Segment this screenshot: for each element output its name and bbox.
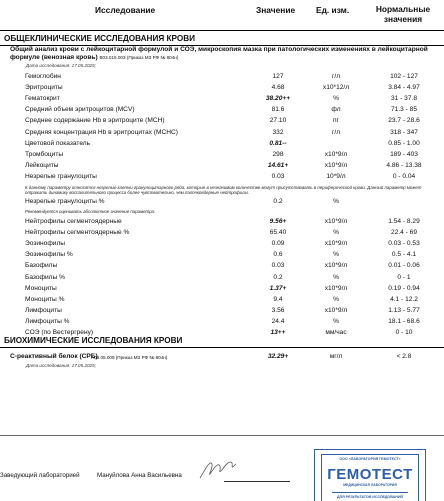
test-name: Моноциты % [25,295,65,303]
test-unit: % [333,229,339,237]
test-unit: x10*9/л [324,240,348,248]
signature-line [224,481,290,482]
test-name: Тромбоциты [25,150,64,158]
test-name: Среднее содержание Hb в эритроците (MCH) [25,117,165,125]
test-name: Лейкоциты [25,161,59,169]
test-value: 9.4 [273,295,283,303]
test-norm: 71.3 - 85 [390,106,418,114]
section-title: ОБЩЕКЛИНИЧЕСКИЕ ИССЛЕДОВАНИЯ КРОВИ [4,34,196,43]
table-row [0,239,444,249]
test-norm: 0.5 - 4.1 [391,251,417,259]
stamp-results: ДЛЯ РЕЗУЛЬТАТОВ ИССЛЕДОВАНИЙ [336,495,404,499]
test-unit: фл [331,106,341,114]
test-value: 65.40 [269,229,287,237]
signer-name: Мануйлова Анна Васильевна [97,472,182,479]
test-norm: 0.01 - 0.06 [388,262,420,270]
table-row [0,295,444,305]
column-header-test: Исследование [95,5,156,15]
table-row [0,273,444,283]
test-norm: < 2.8 [396,353,412,360]
table-row [0,94,444,104]
test-value: 332 [272,128,284,136]
test-value: 0.03 [271,172,285,180]
panel-subtitle: Общий анализ крови с лейкоцитарной формулой и СОЭ, микроскопия мазка при патологических изменениях в лейкоцитарной формуле (венозная кровь) [10,46,428,61]
test-norm: 0 - 1 [397,273,411,281]
test-unit: пг [333,117,339,125]
test-name: Незрелые гранулоциты % [25,198,105,205]
test-name: Гематокрит [25,95,60,103]
panel-title [10,46,440,62]
table-row [0,284,444,294]
table-row [0,197,444,207]
test-norm: 1.54 - 8.29 [388,218,420,225]
lab-stamp [314,449,426,501]
table-row [0,72,444,82]
table-row-crp [0,352,444,362]
test-norm: 0.85 - 1.00 [388,139,420,147]
test-unit: % [333,295,339,303]
test-value: 0.09 [271,240,285,248]
test-unit: % [333,273,339,281]
test-unit: % [333,317,339,325]
signature-image [196,454,242,484]
test-unit: мм/час [325,329,347,336]
test-norm: 4.1 - 12.2 [390,295,418,303]
note-absolute-value: Рекомендуется оценивать абсолютное значение параметра. [25,209,156,214]
test-value: 0.6 [273,251,283,259]
test-norm: 18.1 - 68.6 [388,317,420,325]
test-name: Нейтрофилы сегментоядерные % [25,229,130,237]
stamp-brand: ГЕМОТЕСТ [327,466,413,483]
test-value: 32.29+ [267,353,289,360]
test-name: Базофилы % [25,273,65,281]
table-row [0,128,444,138]
column-header-value: Значение [256,5,296,15]
stamp-lab: МЕДИЦИНСКАЯ ЛАБОРАТОРИЯ [343,483,397,487]
test-unit: г/л [331,73,341,80]
test-unit: x10*9/л [324,306,348,314]
test-name: Нейтрофилы сегментоядерные [25,218,122,225]
test-value: 3.56 [271,306,285,314]
table-row [0,228,444,238]
table-row [0,83,444,93]
test-norm: 0.19 - 0.94 [388,284,420,292]
test-name: Эозинофилы % [25,251,73,259]
test-unit: 10*9/л [326,172,346,180]
test-norm: 318 - 347 [390,128,418,136]
test-name: Незрелые гранулоциты [25,172,97,180]
test-unit: x10*12/л [322,84,350,92]
test-value: 4.68 [271,84,285,92]
test-name: С-реактивный белок (СРБ) [10,353,98,360]
table-header [0,0,444,31]
table-row [0,217,444,227]
test-value: 1.37+ [269,284,287,292]
test-name: Моноциты [25,284,57,292]
panel-code: B03.016.003 (Приказ МЗ РФ № 804н) [99,55,179,60]
table-row [0,161,444,171]
test-name: Средний объем эритроцитов (MCV) [25,106,135,114]
table-row [0,250,444,260]
test-norm: 0 - 0.04 [392,172,416,180]
test-value: 24.4 [271,317,285,325]
test-norm: 1.13 - 5.77 [388,306,420,314]
test-unit: % [333,95,339,103]
test-date: Дата исследования: 17.05.2025; [26,63,96,68]
table-row [0,116,444,126]
test-value: 0.81-- [269,139,287,147]
table-row [0,105,444,115]
test-unit: x10*9/л [324,161,348,169]
test-value: 298 [272,150,284,158]
test-value: 0.2 [273,273,283,281]
test-value: 27.10 [269,117,287,125]
column-header-unit: Ед. изм. [316,5,350,15]
note-immature-granulocytes: К данному параметру относятся незрелые клетки гранулоцитарного ряда, которые в незначимом количестве могут присутствовать в периферической крови. Данный параметр может отражать динамику воспалительного процесса более чувствительно, чем палочкоядерные нейтрофилы. [25,185,422,196]
test-name: Лимфоциты % [25,317,70,325]
test-unit: г/л [331,128,341,136]
test-name: Средняя концентрация Hb в эритроцитах (MCHC) [25,128,178,136]
test-value: 127 [272,73,284,80]
test-norm: 22.4 - 69 [390,229,418,237]
test-unit: % [333,251,339,259]
test-unit: мг/л [329,353,343,360]
test-name: СОЭ (по Вестергрену) [25,329,94,336]
stamp-org: ООО «ЛАБОРАТОРИЯ ГЕМОТЕСТ» [339,457,401,461]
test-value: 14.61+ [267,161,289,169]
test-name: Эозинофилы [25,240,66,248]
test-value: 0.03 [271,262,285,270]
test-name: Гемоглобин [25,73,61,80]
table-row [0,172,444,182]
test-norm: 3.84 - 4.97 [388,84,420,92]
test-norm: 0 - 10 [395,329,413,336]
test-value: 13++ [270,329,286,336]
footer-divider [0,435,444,436]
table-row [0,306,444,316]
test-value: 38.20++ [265,95,291,103]
test-unit: x10*9/л [324,218,348,225]
test-norm: 189 - 403 [390,150,418,158]
test-norm: 23.7 - 28.6 [388,117,420,125]
table-row [0,317,444,327]
test-name: Цветовой показатель [25,139,91,147]
test-unit: x10*9/л [324,150,348,158]
test-norm: 102 - 127 [390,73,418,80]
test-value: 9.56+ [269,218,287,225]
test-name: Базофилы [25,262,58,270]
test-unit: x10*9/л [324,262,348,270]
test-date: Дата исследования: 17.05.2025; [26,363,96,368]
table-row [0,139,444,149]
signer-role: Заведующий лабораторией [0,472,80,479]
test-norm: 4.86 - 13.38 [386,161,422,169]
test-code: A09.05.009 (Приказ МЗ РФ № 804н) [91,355,168,360]
test-unit: x10*9/л [324,284,348,292]
test-norm: 0.03 - 0.53 [388,240,420,248]
test-unit: % [333,198,339,205]
table-row [0,261,444,271]
test-name: Эритроциты [25,84,63,92]
table-row [0,150,444,160]
column-header-norm: Нормальные значения [375,4,431,24]
section-title: БИОХИМИЧЕСКИЕ ИССЛЕДОВАНИЯ КРОВИ [4,336,183,345]
test-value: 0.2 [273,198,283,205]
test-name: Лимфоциты [25,306,62,314]
test-value: 81.6 [271,106,285,114]
test-norm: 31 - 37.8 [390,95,418,103]
